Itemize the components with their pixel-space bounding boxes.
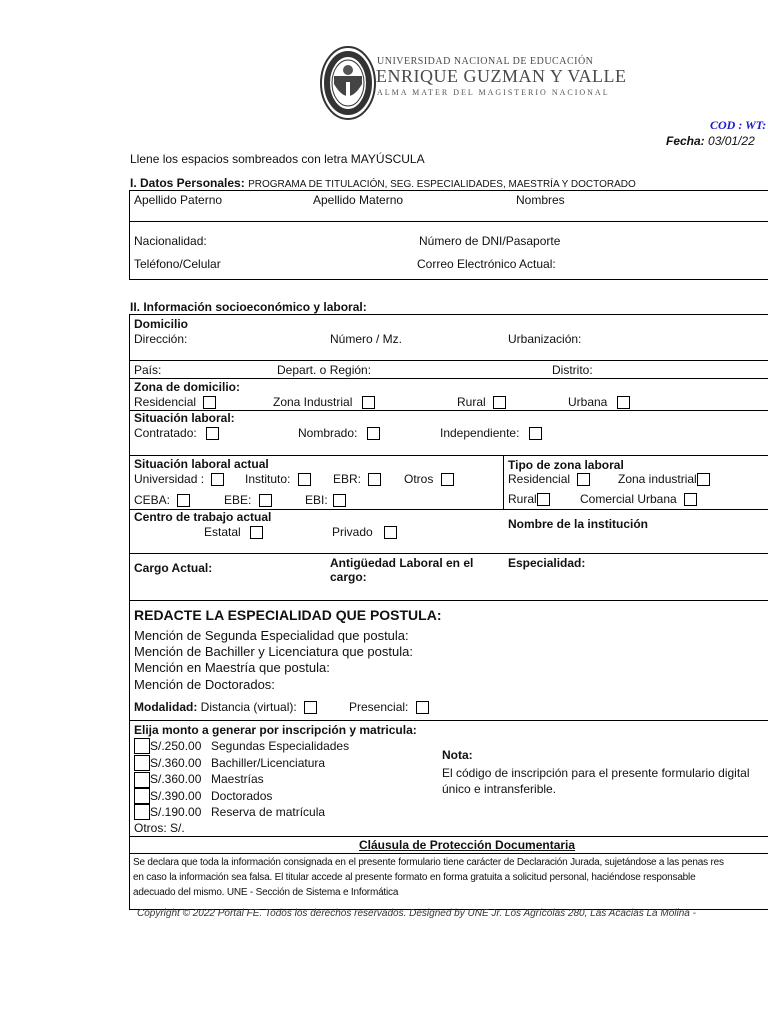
fecha-label: Fecha: <box>666 134 705 148</box>
ceba-checkbox[interactable] <box>177 494 190 507</box>
domicilio-label: Domicilio <box>134 317 189 331</box>
mencion-bachiller: Mención de Bachiller y Licenciatura que postula: <box>134 644 413 659</box>
divider <box>129 360 768 361</box>
depart-label: Depart. o Región: <box>277 363 372 377</box>
situacion-laboral-label: Situación laboral: <box>134 411 235 425</box>
divider <box>129 378 768 379</box>
monto-option-checkbox[interactable] <box>134 738 150 754</box>
column-divider <box>503 455 504 510</box>
ceba-option <box>134 493 190 507</box>
contratado-checkbox[interactable] <box>206 427 219 440</box>
presencial-checkbox[interactable] <box>416 701 429 714</box>
monto-option-checkbox[interactable] <box>134 755 150 771</box>
divider <box>129 455 768 456</box>
nacionalidad-label: Nacionalidad: <box>134 234 207 248</box>
modalidad-label: Modalidad: <box>134 700 198 714</box>
apellido-paterno-label: Apellido Paterno <box>134 193 223 207</box>
especialidad-label: Especialidad: <box>508 556 586 570</box>
presencial-option <box>349 700 429 714</box>
tz-industrial-label: Zona industrial <box>618 472 697 486</box>
telefono-label: Teléfono/Celular <box>134 257 221 271</box>
tz-rural-option <box>508 492 550 506</box>
ebr-option <box>333 472 381 486</box>
tz-residencial-label: Residencial <box>508 472 571 486</box>
privado-checkbox[interactable] <box>384 526 397 539</box>
independiente-option <box>440 426 542 440</box>
divider <box>129 553 768 554</box>
university-name-line2: ENRIQUE GUZMAN Y VALLE <box>376 66 627 86</box>
monto-option-label: Maestrías <box>211 772 264 786</box>
monto-option-amount: S/.360.00 <box>150 756 202 770</box>
independiente-label: Independiente: <box>440 426 520 440</box>
tz-comercial-label: Comercial Urbana <box>580 492 677 506</box>
section1-title: I. Datos Personales: <box>130 176 245 190</box>
estatal-option <box>204 525 263 539</box>
estatal-label: Estatal <box>204 525 241 539</box>
monto-option-checkbox[interactable] <box>134 772 150 788</box>
mencion-doctorados: Mención de Doctorados: <box>134 677 275 692</box>
ebe-option <box>224 493 272 507</box>
correo-label: Correo Electrónico Actual: <box>417 257 556 271</box>
tz-residencial-option <box>508 472 590 486</box>
copyright-footer: Copyright © 2022 Portal FE. Todos los derechos reservados. Designed by UNE Jr. Los Agrícolas 280, Las Acacias La Molina - <box>137 908 696 919</box>
zona-industrial-label: Zona Industrial <box>273 395 353 409</box>
urbana-option <box>568 395 630 409</box>
rural-label: Rural <box>457 395 486 409</box>
universidad-checkbox[interactable] <box>211 473 224 486</box>
urbanizacion-label: Urbanización: <box>508 332 582 346</box>
urbana-label: Urbana <box>568 395 608 409</box>
antiguedad-label <box>330 556 473 584</box>
university-seal <box>320 46 376 120</box>
ebr-label: EBR: <box>333 472 362 486</box>
tz-industrial-checkbox[interactable] <box>697 473 710 486</box>
nota-title: Nota: <box>442 748 473 762</box>
ebe-label: EBE: <box>224 493 252 507</box>
otros-monto-label: Otros: S/. <box>134 821 185 835</box>
privado-option <box>332 525 397 539</box>
universidad-label: Universidad : <box>134 472 205 486</box>
nombrado-checkbox[interactable] <box>367 427 380 440</box>
fecha-value: 03/01/22 <box>708 134 755 148</box>
monto-option-label: Bachiller/Licenciatura <box>211 756 326 770</box>
pais-label: País: <box>134 363 162 377</box>
residencial-label: Residencial <box>134 395 197 409</box>
otros-label: Otros <box>404 472 434 486</box>
ceba-label: CEBA: <box>134 493 171 507</box>
contratado-option <box>134 426 219 440</box>
monto-option-checkbox[interactable] <box>134 788 150 804</box>
especialidad-heading: REDACTE LA ESPECIALIDAD QUE POSTULA: <box>134 607 442 623</box>
clausula-line2: en caso la información sea falsa. El titular accede al presente formato en forma gratuita a solicitud personal, haciéndose responsable <box>133 872 696 883</box>
estatal-checkbox[interactable] <box>250 526 263 539</box>
ebe-checkbox[interactable] <box>259 494 272 507</box>
tz-rural-label: Rural <box>508 492 537 506</box>
nota-line1: El código de inscripción para el presente formulario digital <box>442 766 750 780</box>
clausula-line1: Se declara que toda la información consignada en el presente formulario tiene carácter de Declaración Jurada, sujetándose a las penas res <box>133 857 724 868</box>
tz-comercial-option <box>580 492 697 506</box>
residencial-checkbox[interactable] <box>203 396 216 409</box>
modalidad-row <box>134 700 317 714</box>
universidad-option <box>134 472 224 486</box>
ebi-checkbox[interactable] <box>333 494 346 507</box>
divider <box>129 221 768 222</box>
rural-checkbox[interactable] <box>493 396 506 409</box>
section2-title: II. Información socioeconómico y laboral: <box>130 300 367 314</box>
apellido-materno-label: Apellido Materno <box>313 193 404 207</box>
tz-residencial-checkbox[interactable] <box>577 473 590 486</box>
independiente-checkbox[interactable] <box>529 427 542 440</box>
distancia-label: Distancia (virtual): <box>200 700 297 714</box>
distancia-checkbox[interactable] <box>304 701 317 714</box>
rural-option <box>457 395 506 409</box>
tz-comercial-checkbox[interactable] <box>684 493 697 506</box>
ebi-option <box>305 493 346 507</box>
nota-line2: único e intransferible. <box>442 782 557 796</box>
monto-option-amount: S/.390.00 <box>150 789 202 803</box>
tipo-zona-label: Tipo de zona laboral <box>508 458 624 472</box>
cod-label: COD : WT: <box>710 118 767 132</box>
mencion-maestria: Mención en Maestría que postula: <box>134 660 330 675</box>
divider <box>129 853 768 854</box>
tz-rural-checkbox[interactable] <box>537 493 550 506</box>
instituto-checkbox[interactable] <box>298 473 311 486</box>
privado-label: Privado <box>332 525 373 539</box>
divider <box>129 836 768 837</box>
distrito-label: Distrito: <box>552 363 593 377</box>
section1-subtitle: PROGRAMA DE TITULACIÓN, SEG. ESPECIALIDADES, MAESTRÍA Y DOCTORADO <box>248 179 636 190</box>
instituto-option <box>245 472 311 486</box>
instituto-label: Instituto: <box>245 472 291 486</box>
instruction-text: Llene los espacios sombreados con letra MAYÚSCULA <box>130 152 425 166</box>
nombre-institucion-label: Nombre de la institución <box>508 517 649 531</box>
ebi-label: EBI: <box>305 493 328 507</box>
zona-domicilio-label: Zona de domicilio: <box>134 380 241 394</box>
monto-option-amount: S/.360.00 <box>150 772 202 786</box>
clausula-line3: adecuado del mismo. UNE - Sección de Sistema e Informática <box>133 887 399 898</box>
nombrado-option <box>298 426 380 440</box>
numero-label: Número / Mz. <box>330 332 403 346</box>
otros-option <box>404 472 454 486</box>
zona-industrial-checkbox[interactable] <box>362 396 375 409</box>
nombres-label: Nombres <box>516 193 565 207</box>
centro-trabajo-label: Centro de trabajo actual <box>134 510 272 524</box>
monto-option-checkbox[interactable] <box>134 804 150 820</box>
urbana-checkbox[interactable] <box>617 396 630 409</box>
presencial-label: Presencial: <box>349 700 409 714</box>
antiguedad-line1: Antigüedad Laboral en el <box>330 556 474 570</box>
monto-option-amount: S/.190.00 <box>150 805 202 819</box>
monto-option-label: Segundas Especialidades <box>211 739 350 753</box>
clausula-title: Cláusula de Protección Documentaria <box>359 838 576 852</box>
monto-heading: Elija monto a generar por inscripción y matricula: <box>134 723 417 737</box>
zona-industrial-option <box>273 395 375 409</box>
ebr-checkbox[interactable] <box>368 473 381 486</box>
monto-option-amount: S/.250.00 <box>150 739 202 753</box>
antiguedad-line2: cargo: <box>330 570 367 584</box>
situacion-actual-label: Situación laboral actual <box>134 457 269 471</box>
tz-industrial-option <box>618 472 710 486</box>
otros-checkbox[interactable] <box>441 473 454 486</box>
university-motto: ALMA MATER DEL MAGISTERIO NACIONAL <box>377 88 610 97</box>
divider <box>129 720 768 721</box>
mencion-segunda-especialidad: Mención de Segunda Especialidad que postula: <box>134 628 409 643</box>
divider <box>129 600 768 601</box>
monto-option-label: Doctorados <box>211 789 273 803</box>
fecha-row <box>666 134 755 148</box>
direccion-label: Dirección: <box>134 332 188 346</box>
cargo-actual-label: Cargo Actual: <box>134 561 213 575</box>
contratado-label: Contratado: <box>134 426 197 440</box>
monto-option-label: Reserva de matrícula <box>211 805 326 819</box>
university-name-line1: UNIVERSIDAD NACIONAL DE EDUCACIÓN <box>377 56 594 67</box>
section1-heading <box>130 176 636 190</box>
dni-label: Número de DNI/Pasaporte <box>419 234 561 248</box>
residencial-option <box>134 395 216 409</box>
nombrado-label: Nombrado: <box>298 426 358 440</box>
